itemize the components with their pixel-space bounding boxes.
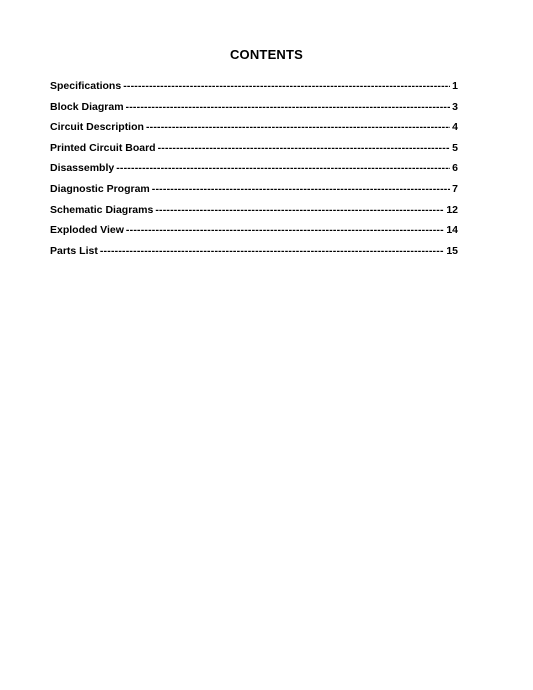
toc-entry-label: Parts List [50, 244, 98, 257]
toc-entry-label: Specifications [50, 80, 122, 92]
toc-dot-leader [123, 80, 450, 92]
toc-entry-label: Printed Circuit Board [50, 141, 156, 154]
toc-entry-label: Diagnostic Program [50, 182, 150, 195]
toc-entry-block-diagram [50, 101, 458, 122]
toc-dot-leader [152, 183, 450, 195]
toc-entry-specifications [50, 80, 458, 101]
toc-page-number: 5 [452, 141, 458, 154]
toc-dot-leader [116, 162, 450, 174]
page-title: CONTENTS [229, 47, 304, 62]
toc-entry-exploded-view [50, 224, 458, 245]
toc-entry-label: Block Diagram [50, 100, 124, 113]
toc-entry-schematic-diagrams [50, 204, 458, 225]
toc-entry-label: Circuit Description [50, 121, 144, 134]
toc-dot-leader [126, 224, 444, 236]
table-of-contents [50, 80, 458, 265]
toc-entry-disassembly [50, 162, 458, 183]
toc-page-number: 6 [452, 162, 458, 175]
toc-entry-label: Exploded View [50, 224, 124, 237]
toc-entry-diagnostic-program [50, 183, 458, 204]
toc-entry-printed-circuit-board [50, 142, 458, 163]
toc-page-number: 7 [452, 182, 458, 195]
toc-page-number: 15 [446, 244, 458, 257]
toc-dot-leader [146, 121, 450, 133]
toc-dot-leader [100, 245, 444, 257]
toc-dot-leader [126, 101, 451, 113]
toc-entry-label: Schematic Diagrams [50, 203, 154, 216]
toc-page-number: 3 [452, 100, 458, 113]
toc-page-number: 14 [446, 224, 458, 237]
toc-entry-label: Disassembly [50, 162, 115, 175]
toc-page-number: 4 [452, 121, 458, 134]
toc-page-number: 12 [446, 203, 458, 216]
toc-dot-leader [158, 142, 451, 154]
toc-page-number: 1 [452, 80, 458, 92]
toc-entry-circuit-description [50, 121, 458, 142]
toc-dot-leader [155, 204, 444, 216]
toc-entry-parts-list [50, 245, 458, 266]
